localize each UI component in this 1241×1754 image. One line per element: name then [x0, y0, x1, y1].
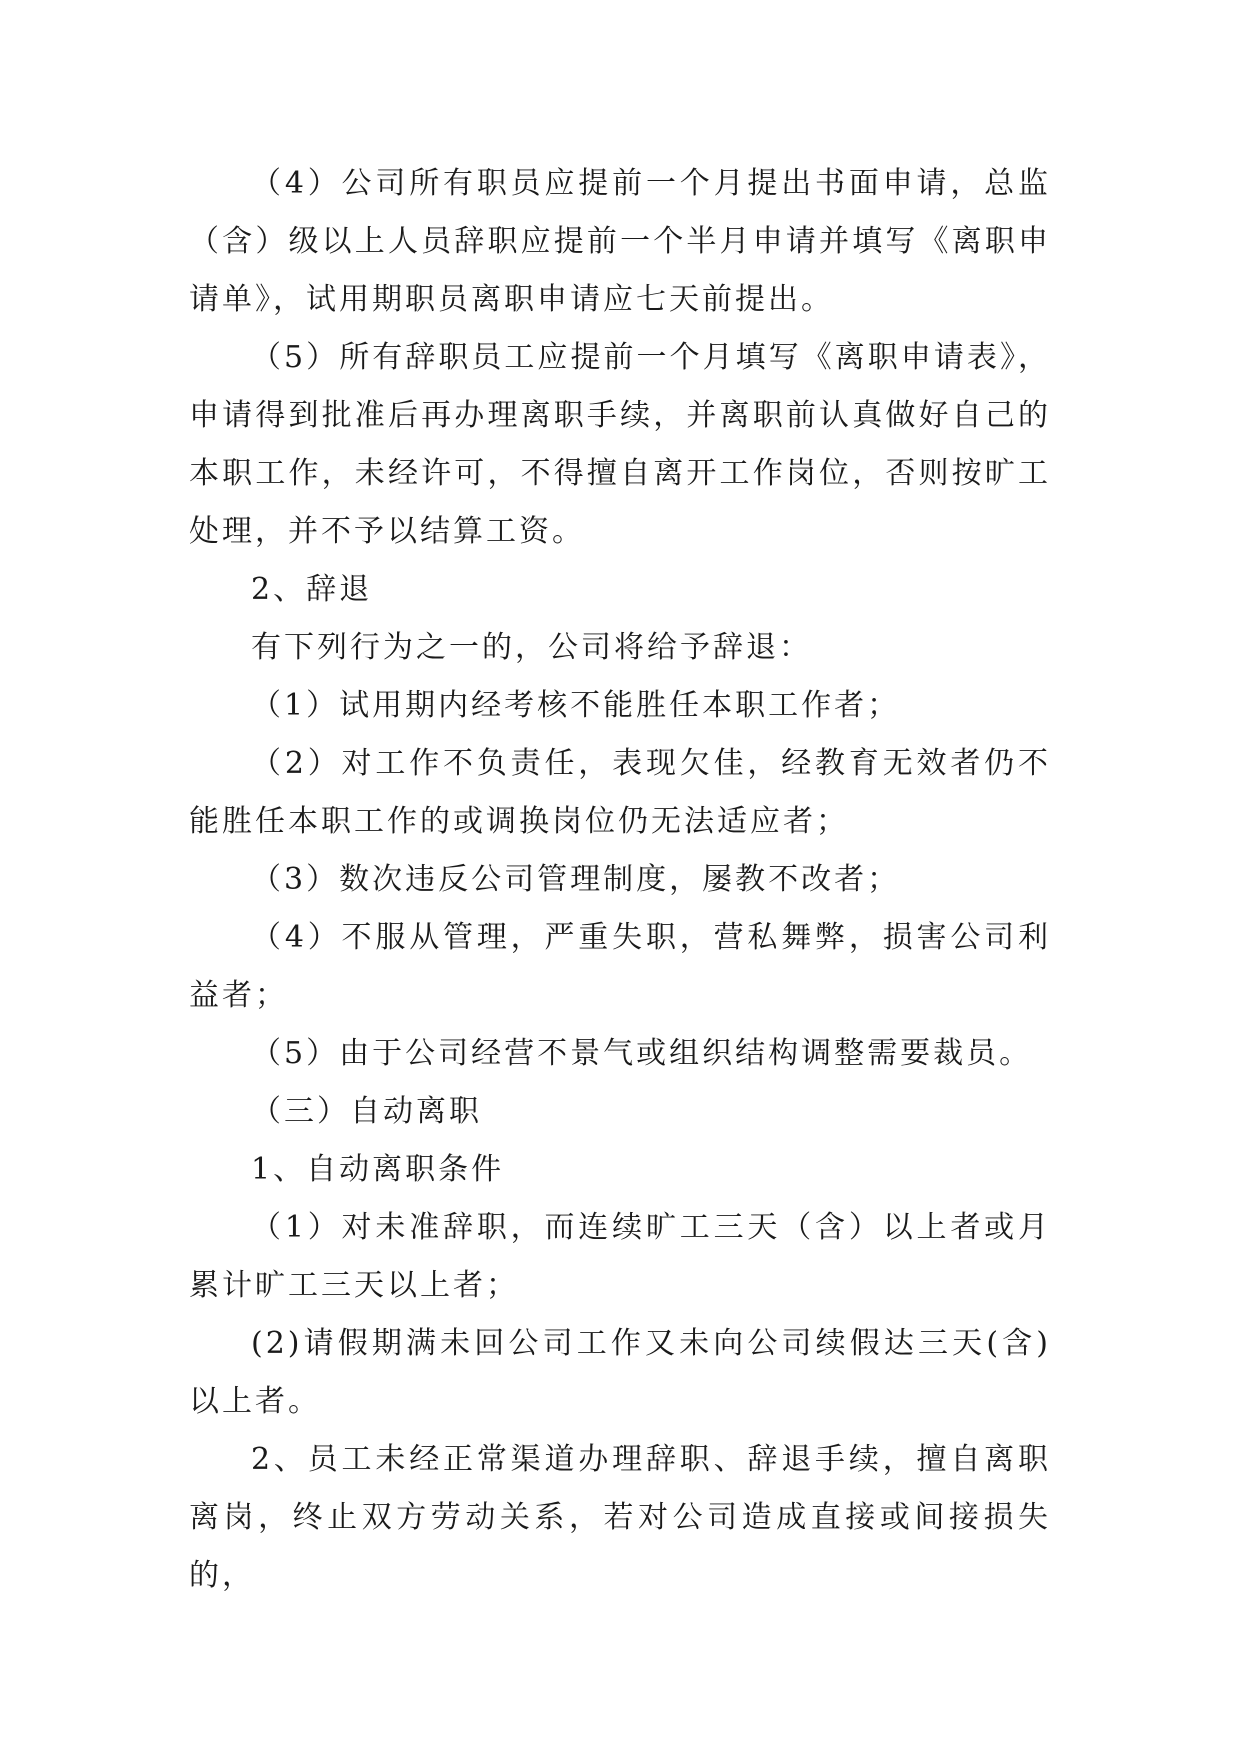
list-item-dismissal-1: （1）试用期内经考核不能胜任本职工作者； — [251, 688, 901, 723]
paragraph-resignation-notice-staff: （4）公司所有职员应提前一个月提出书面申请，总监（含）级以上人员辞职应提前一个半月申请并填写《离职申请单》，试用期职员离职申请应七天前提出。 — [189, 166, 1051, 317]
paragraph-unauthorized-departure: 2、员工未经正常渠道办理辞职、辞退手续，擅自离职离岗，终止双方劳动关系，若对公司造成直接或间接损失的， — [189, 1442, 1051, 1593]
section-heading-dismissal: 2、辞退 — [251, 572, 373, 607]
section-heading-automatic-resignation: （三）自动离职 — [251, 1094, 482, 1129]
list-item-dismissal-2: （2）对工作不负责任，表现欠佳，经教育无效者仍不能胜任本职工作的或调换岗位仍无法适应者； — [189, 746, 1051, 839]
subsection-heading-automatic-conditions: 1、自动离职条件 — [251, 1152, 505, 1187]
list-item-automatic-1: （1）对未准辞职，而连续旷工三天（含）以上者或月累计旷工三天以上者； — [189, 1210, 1051, 1303]
list-item-dismissal-5: （5）由于公司经营不景气或组织结构调整需要裁员。 — [251, 1036, 1033, 1071]
list-item-automatic-2: (2)请假期满未回公司工作又未向公司续假达三天(含)以上者。 — [189, 1326, 1051, 1419]
paragraph-resignation-form: （5）所有辞职员工应提前一个月填写《离职申请表》，申请得到批准后再办理离职手续，并离职前认真做好自己的本职工作，未经许可，不得擅自离开工作岗位，否则按旷工处理，并不予以结算工资。 — [189, 340, 1051, 549]
list-item-dismissal-4: （4）不服从管理，严重失职，营私舞弊，损害公司利益者； — [189, 920, 1051, 1013]
list-item-dismissal-3: （3）数次违反公司管理制度，屡教不改者； — [251, 862, 901, 897]
paragraph-dismissal-intro: 有下列行为之一的，公司将给予辞退： — [251, 630, 812, 665]
document-body — [189, 155, 1051, 1605]
